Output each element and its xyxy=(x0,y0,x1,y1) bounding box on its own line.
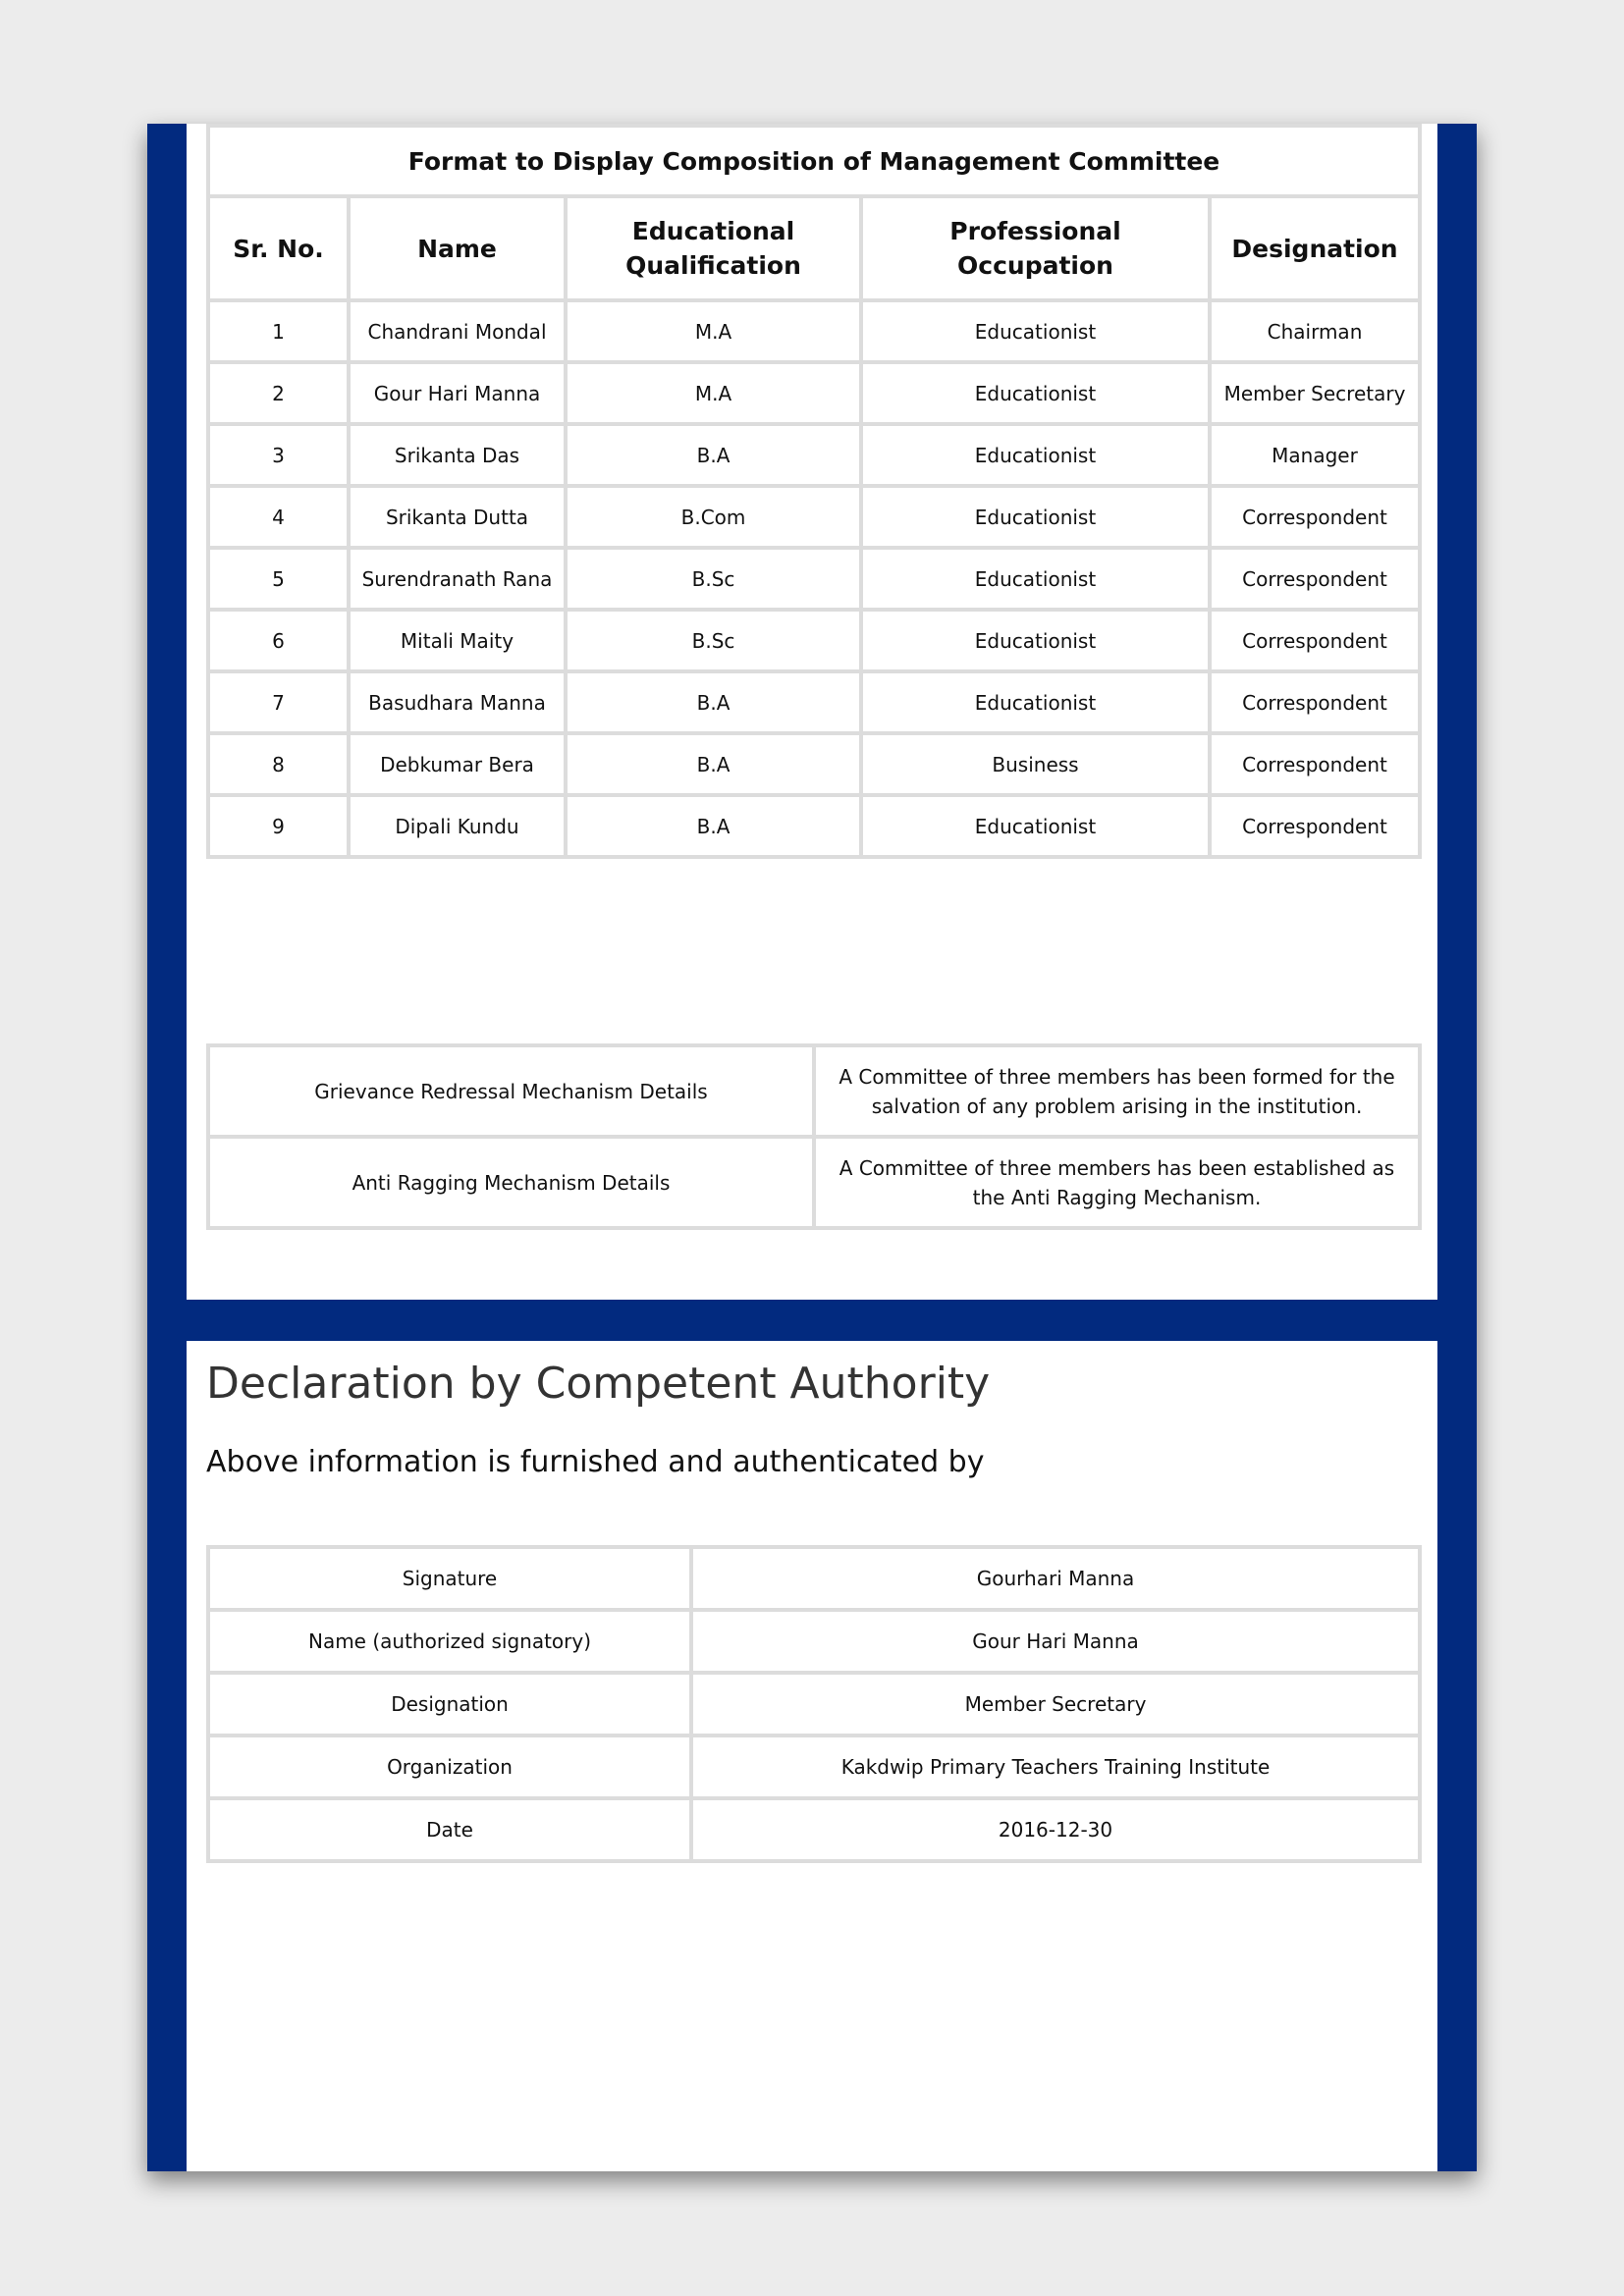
table-row xyxy=(208,424,1420,486)
designation-cell: Correspondent xyxy=(1210,548,1420,610)
field-value: Gour Hari Manna xyxy=(691,1610,1420,1673)
name-cell: Chandrani Mondal xyxy=(349,300,566,362)
committee-panel xyxy=(187,124,1437,1300)
sr-no-cell: 8 xyxy=(208,733,349,795)
qualification-cell: B.Sc xyxy=(566,548,861,610)
table-row xyxy=(208,1547,1420,1610)
field-label: Date xyxy=(208,1798,691,1861)
field-value: Gourhari Manna xyxy=(691,1547,1420,1610)
designation-cell: Correspondent xyxy=(1210,671,1420,733)
table-row xyxy=(208,548,1420,610)
name-cell: Surendranath Rana xyxy=(349,548,566,610)
table-row xyxy=(208,1673,1420,1735)
declaration-subtitle: Above information is furnished and authenticated by xyxy=(206,1445,985,1479)
table-row xyxy=(208,1137,1420,1228)
table-caption: Format to Display Composition of Management Committee xyxy=(208,126,1420,196)
mechanism-details: A Committee of three members has been formed for the salvation of any problem arising in the institution. xyxy=(814,1045,1420,1137)
sr-no-cell: 4 xyxy=(208,486,349,548)
qualification-cell: B.Sc xyxy=(566,610,861,671)
field-label: Name (authorized signatory) xyxy=(208,1610,691,1673)
mechanism-label: Anti Ragging Mechanism Details xyxy=(208,1137,814,1228)
occupation-cell: Educationist xyxy=(861,795,1210,857)
designation-cell: Member Secretary xyxy=(1210,362,1420,424)
occupation-cell: Educationist xyxy=(861,548,1210,610)
sr-no-cell: 1 xyxy=(208,300,349,362)
table-row xyxy=(208,1045,1420,1137)
column-header-qualification: Educational Qualification xyxy=(566,196,861,300)
declaration-panel xyxy=(187,1341,1437,2171)
qualification-cell: B.Com xyxy=(566,486,861,548)
qualification-cell: M.A xyxy=(566,362,861,424)
table-row xyxy=(208,1610,1420,1673)
occupation-cell: Business xyxy=(861,733,1210,795)
sr-no-cell: 2 xyxy=(208,362,349,424)
field-label: Organization xyxy=(208,1735,691,1798)
column-header-sr-no: Sr. No. xyxy=(208,196,349,300)
designation-cell: Correspondent xyxy=(1210,795,1420,857)
field-label: Signature xyxy=(208,1547,691,1610)
designation-cell: Manager xyxy=(1210,424,1420,486)
name-cell: Mitali Maity xyxy=(349,610,566,671)
field-label: Designation xyxy=(208,1673,691,1735)
table-row xyxy=(208,1735,1420,1798)
name-cell: Debkumar Bera xyxy=(349,733,566,795)
sr-no-cell: 5 xyxy=(208,548,349,610)
document-frame xyxy=(147,124,1477,2171)
qualification-cell: B.A xyxy=(566,795,861,857)
table-row xyxy=(208,733,1420,795)
management-committee-table xyxy=(206,124,1422,859)
table-row xyxy=(208,486,1420,548)
qualification-cell: B.A xyxy=(566,671,861,733)
declaration-title: Declaration by Competent Authority xyxy=(206,1359,991,1409)
mechanism-details: A Committee of three members has been established as the Anti Ragging Mechanism. xyxy=(814,1137,1420,1228)
table-row xyxy=(208,300,1420,362)
designation-cell: Correspondent xyxy=(1210,733,1420,795)
name-cell: Srikanta Dutta xyxy=(349,486,566,548)
column-header-name: Name xyxy=(349,196,566,300)
mechanism-label: Grievance Redressal Mechanism Details xyxy=(208,1045,814,1137)
field-value: Kakdwip Primary Teachers Training Institute xyxy=(691,1735,1420,1798)
mechanism-details-table xyxy=(206,1043,1422,1230)
name-cell: Srikanta Das xyxy=(349,424,566,486)
occupation-cell: Educationist xyxy=(861,300,1210,362)
occupation-cell: Educationist xyxy=(861,424,1210,486)
qualification-cell: M.A xyxy=(566,300,861,362)
authorized-signatory-table xyxy=(206,1545,1422,1863)
table-row xyxy=(208,1798,1420,1861)
qualification-cell: B.A xyxy=(566,424,861,486)
sr-no-cell: 3 xyxy=(208,424,349,486)
sr-no-cell: 7 xyxy=(208,671,349,733)
designation-cell: Correspondent xyxy=(1210,610,1420,671)
sr-no-cell: 9 xyxy=(208,795,349,857)
occupation-cell: Educationist xyxy=(861,362,1210,424)
table-header-row xyxy=(208,196,1420,300)
column-header-occupation: Professional Occupation xyxy=(861,196,1210,300)
designation-cell: Chairman xyxy=(1210,300,1420,362)
designation-cell: Correspondent xyxy=(1210,486,1420,548)
qualification-cell: B.A xyxy=(566,733,861,795)
name-cell: Basudhara Manna xyxy=(349,671,566,733)
field-value: Member Secretary xyxy=(691,1673,1420,1735)
name-cell: Gour Hari Manna xyxy=(349,362,566,424)
field-value: 2016-12-30 xyxy=(691,1798,1420,1861)
occupation-cell: Educationist xyxy=(861,610,1210,671)
occupation-cell: Educationist xyxy=(861,486,1210,548)
table-row xyxy=(208,671,1420,733)
sr-no-cell: 6 xyxy=(208,610,349,671)
table-row xyxy=(208,795,1420,857)
column-header-designation: Designation xyxy=(1210,196,1420,300)
table-row xyxy=(208,610,1420,671)
name-cell: Dipali Kundu xyxy=(349,795,566,857)
table-caption-row xyxy=(208,126,1420,196)
occupation-cell: Educationist xyxy=(861,671,1210,733)
table-row xyxy=(208,362,1420,424)
